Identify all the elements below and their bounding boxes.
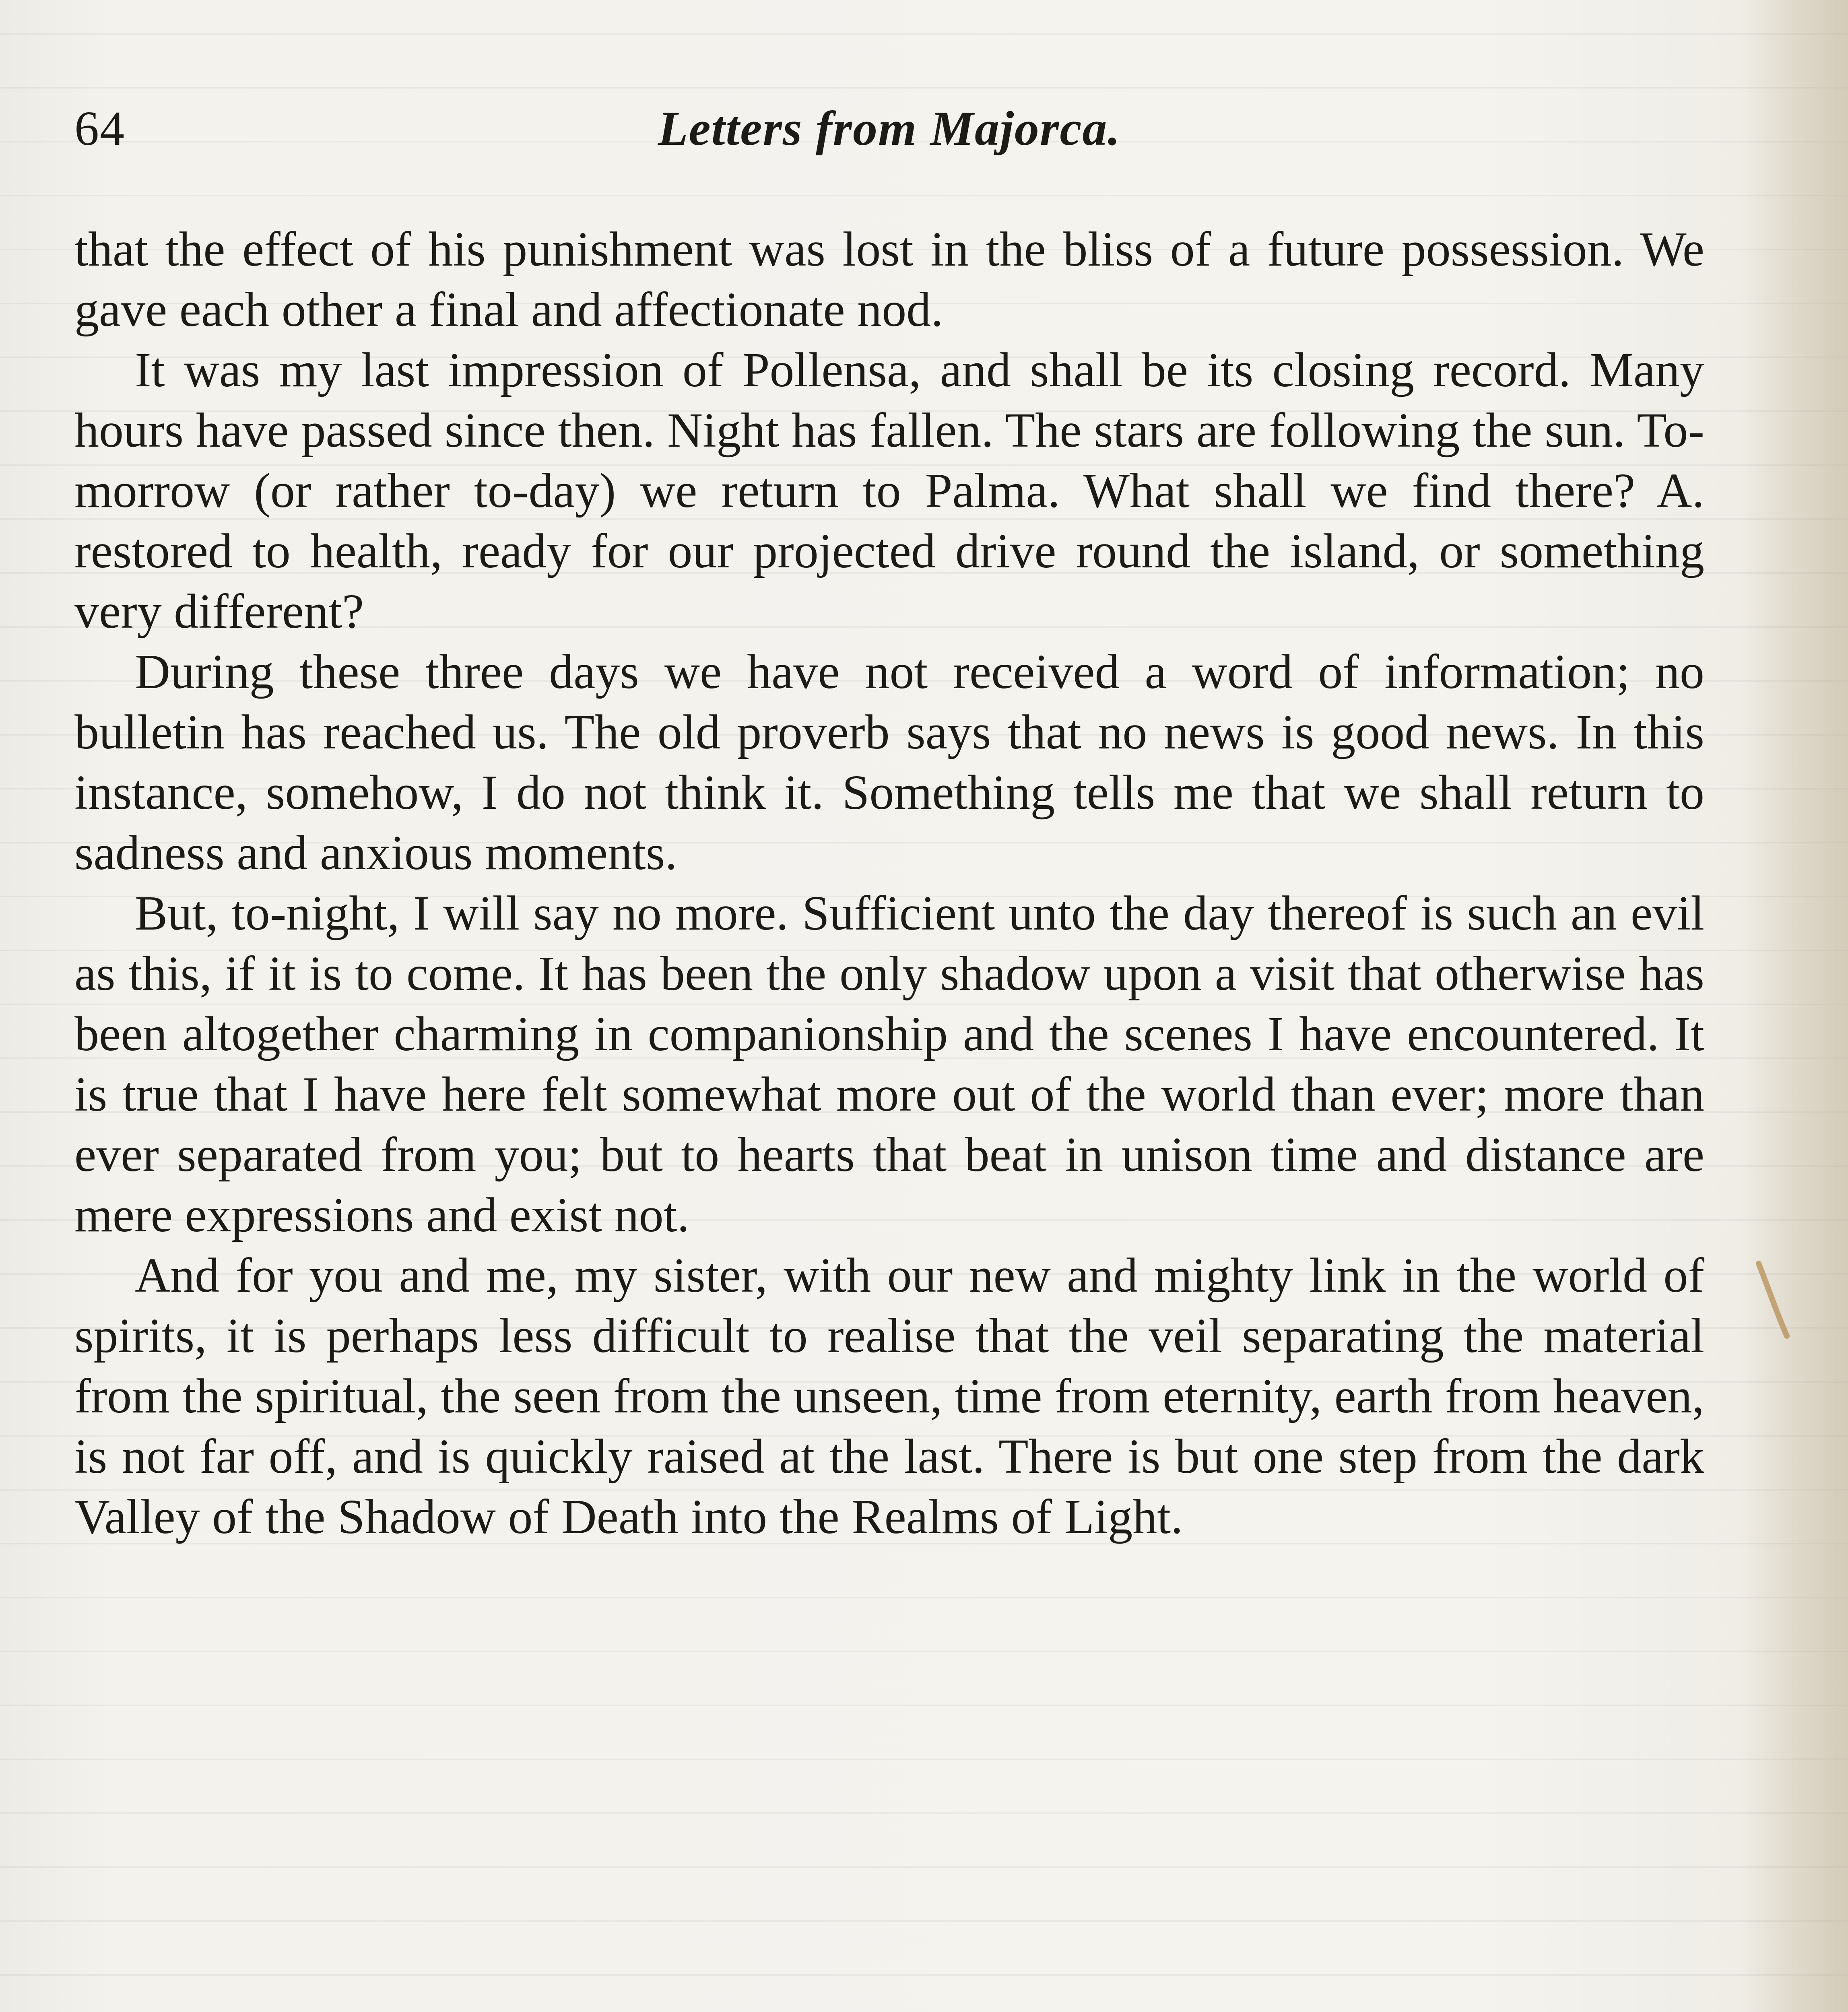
paragraph: But, to-night, I will say no more. Sufficient unto the day thereof is such an evil as this, if it is to come. It has been the only shadow upon a visit that otherwise has been altogether charming in companionship and the scenes I have encountered. It is true that I have here felt somewhat more out of the world than ever; more than ever separated from you; but to hearts that beat in unison time and distance are mere expressions and exist not. xyxy=(74,886,1704,1242)
paragraph: that the effect of his punishment was lost in the bliss of a future possession. We gave each other a final and affectionate nod. xyxy=(74,222,1704,337)
body-text xyxy=(74,219,1704,1547)
paragraph: During these three days we have not received a word of information; no bulletin has reached us. The old proverb says that no news is good news. In this instance, somehow, I do not think it. Something tells me that we shall return to sadness and anxious moments. xyxy=(74,645,1704,880)
page-edge-shadow xyxy=(1743,0,1848,2012)
page-number: 64 xyxy=(74,101,125,156)
running-title: Letters from Majorca. xyxy=(658,101,1121,156)
paper-stain xyxy=(1755,1260,1791,1340)
paragraph: It was my last impression of Pollensa, and shall be its closing record. Many hours have passed since then. Night has fallen. The stars are following the sun. To-morrow (or rather to-day) we return to Palma. What shall we find there? A. restored to health, ready for our projected drive round the island, or something very different? xyxy=(74,343,1704,639)
paragraph: And for you and me, my sister, with our new and mighty link in the world of spirits, it is perhaps less difficult to realise that the veil separating the material from the spiritual, the seen from the unseen, time from eternity, earth from heaven, is not far off, and is quickly raised at the last. There is but one step from the dark Valley of the Shadow of Death into the Realms of Light. xyxy=(74,1248,1704,1544)
page-header xyxy=(74,101,1704,169)
